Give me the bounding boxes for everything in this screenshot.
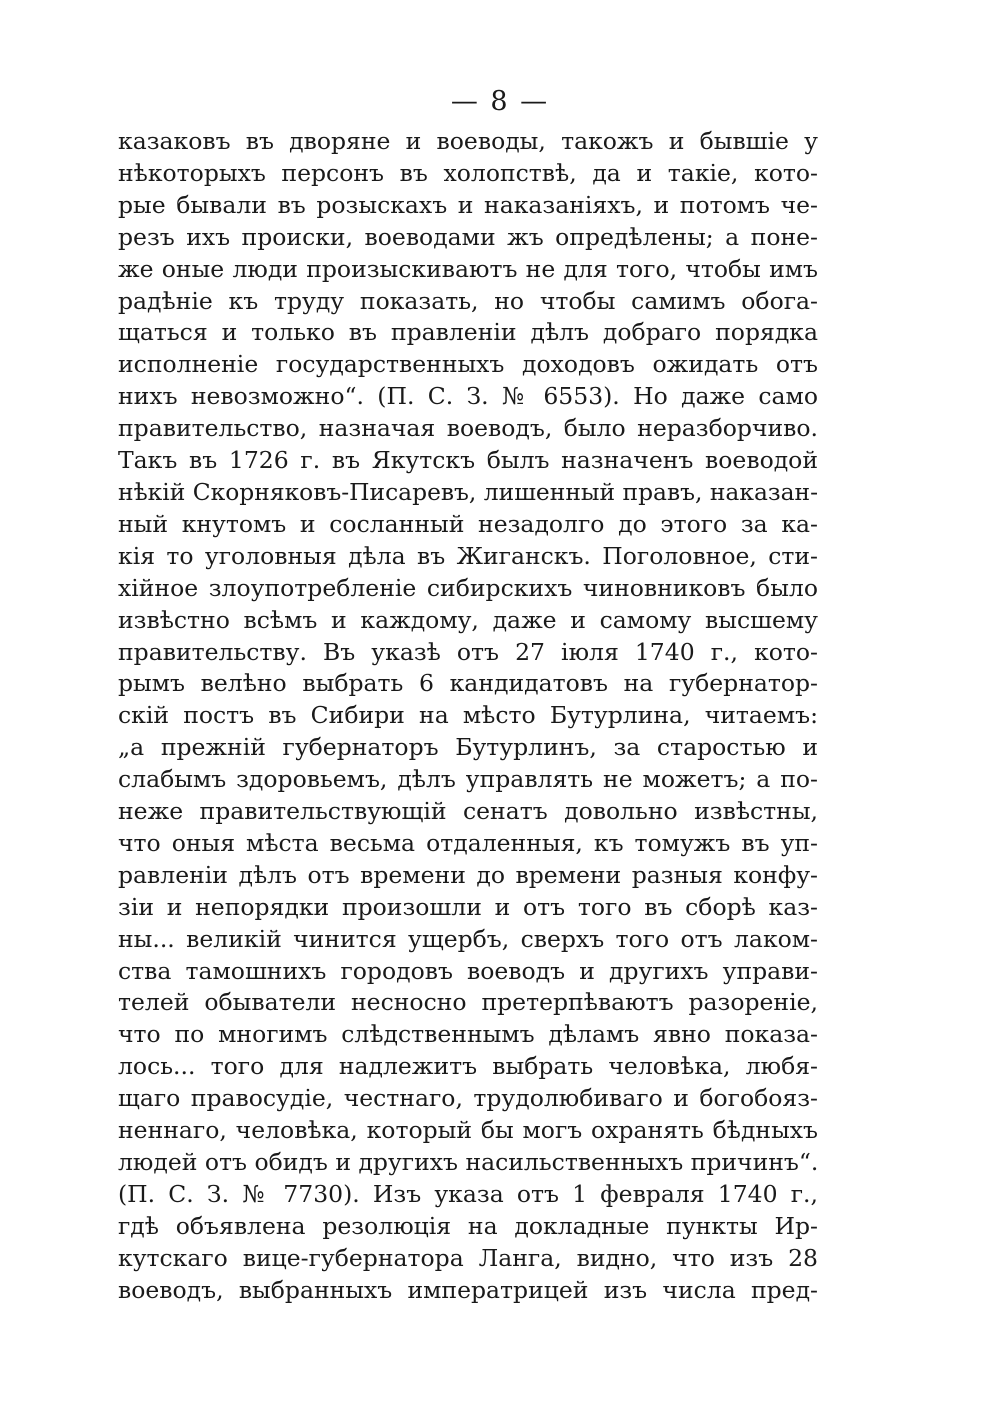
text-line: казаковъ въ дворяне и воеводы, такожъ и бывшіе у [118, 127, 818, 155]
text-line: скій постъ въ Сибири на мѣсто Бутурлина, читаемъ: [118, 701, 818, 730]
text-line: ный кнутомъ и сосланный незадолго до этого за ка- [118, 509, 818, 538]
text-line: радѣніе къ труду показать, но чтобы самимъ обога- [118, 286, 818, 315]
text-line: (П. С. З. № 7730). Изъ указа отъ 1 февраля 1740 г., [118, 1179, 818, 1208]
text-line: Такъ въ 1726 г. въ Якутскъ былъ назначенъ воеводой [118, 446, 818, 475]
text-line: правительству. Въ указѣ отъ 27 іюля 1740 г., кото- [118, 637, 818, 666]
text-line: неже правительствующій сенатъ довольно извѣстны, [118, 797, 818, 826]
text-line: хійное злоупотребленіе сибирскихъ чиновниковъ было [118, 573, 818, 602]
text-line: неннаго, человѣка, который бы могъ охранять бѣдныхъ [118, 1116, 818, 1145]
body-text [118, 126, 818, 1307]
text-line: щаться и только въ правленіи дѣлъ добраго порядка [118, 318, 818, 347]
text-line: кія то уголовныя дѣла въ Жиганскъ. Поголовное, сти- [118, 541, 818, 570]
text-line: ны... великій чинится ущербъ, сверхъ того отъ лаком- [118, 924, 818, 953]
text-line: гдѣ объявлена резолюція на докладные пункты Ир- [118, 1211, 818, 1240]
page-number: — 8 — [450, 86, 550, 117]
text-line: же оные люди произыскиваютъ не для того, чтобы имъ [118, 254, 818, 283]
text-line: извѣстно всѣмъ и каждому, даже и самому высшему [118, 605, 818, 634]
text-line: рымъ велѣно выбрать 6 кандидатовъ на губернатор- [118, 669, 818, 698]
text-line: слабымъ здоровьемъ, дѣлъ управлять не можетъ; а по- [118, 765, 818, 794]
text-line: „а прежній губернаторъ Бутурлинъ, за старостью и [118, 733, 818, 762]
text-line: рые бывали въ розыскахъ и наказаніяхъ, и потомъ че- [118, 190, 818, 219]
text-line: нихъ невозможно“. (П. С. З. № 6553). Но даже само [118, 382, 818, 411]
text-line: лось... того для надлежитъ выбрать человѣка, любя- [118, 1052, 818, 1081]
text-line: людей отъ обидъ и другихъ насильственныхъ причинъ“. [118, 1148, 819, 1176]
text-line: исполненіе государственныхъ доходовъ ожидать отъ [118, 350, 818, 379]
text-line: резъ ихъ происки, воеводами жъ опредѣлены; а поне- [118, 222, 818, 251]
text-line: ства тамошнихъ городовъ воеводъ и другихъ управи- [118, 956, 818, 985]
text-line: правительство, назначая воеводъ, было неразборчиво. [118, 414, 818, 443]
text-line: кутскаго вице-губернатора Ланга, видно, что изъ 28 [118, 1243, 818, 1272]
text-line: нѣкій Скорняковъ-Писаревъ, лишенный правъ, наказан- [118, 477, 819, 506]
text-line: равленіи дѣлъ отъ времени до времени разныя конфу- [118, 860, 818, 889]
text-line: нѣкоторыхъ персонъ въ холопствѣ, да и такіе, кото- [118, 158, 818, 187]
text-line: что по многимъ слѣдственнымъ дѣламъ явно показа- [118, 1020, 818, 1049]
text-line: телей обыватели несносно претерпѣваютъ разореніе, [118, 988, 818, 1017]
text-line: щаго правосудіе, честнаго, трудолюбиваго и богобояз- [118, 1084, 818, 1113]
text-line: воеводъ, выбранныхъ императрицей изъ числа пред- [118, 1275, 818, 1304]
text-line: зіи и непорядки произошли и отъ того въ сборѣ каз- [118, 892, 818, 921]
text-line: что оныя мѣста весьма отдаленныя, къ томужъ въ уп- [118, 828, 818, 857]
